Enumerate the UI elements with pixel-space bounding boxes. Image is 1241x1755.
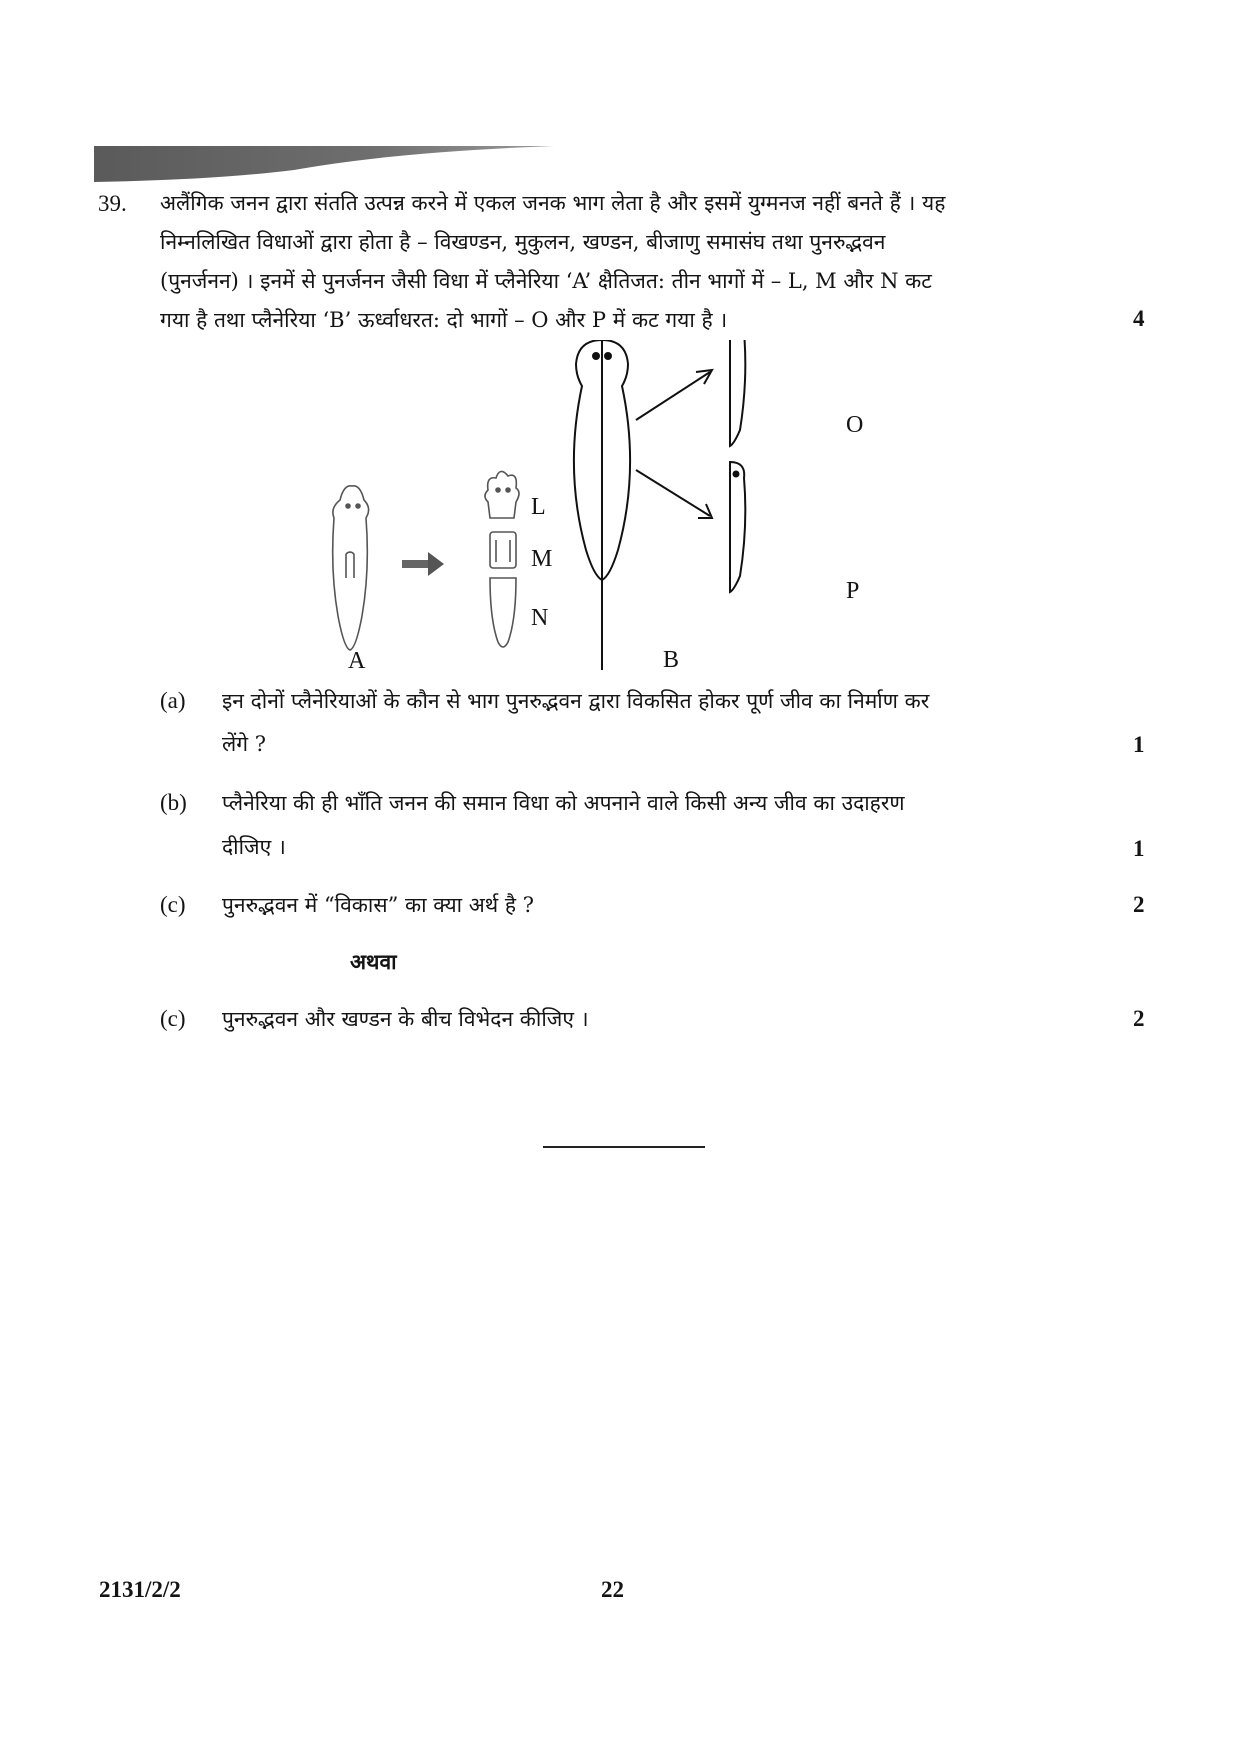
subquestion-c-label: (c) [160,892,186,917]
planaria-b [574,340,745,670]
subquestion-c-alt-line-1: पुनरुद्भवन और खण्डन के बीच विभेदन कीजिए । [222,1007,589,1031]
figure-label-l: L [531,494,546,520]
subquestion-c-alt-marks: 2 [1133,1006,1145,1031]
subquestion-c-line-1: पुनरुद्भवन में “विकास” का क्या अर्थ है ? [222,893,534,917]
subquestion-b-line-2: दीजिए । [222,835,286,859]
figure-label-o: O [846,412,864,438]
question-line-3: (पुनर्जनन) । इनमें से पुनर्जनन जैसी विधा में प्लैनेरिया ‘A’ क्षैतिजत: तीन भागों में – L, M और N कट [160,269,932,293]
figure-label-a: A [348,648,366,674]
arrow-a-to-pieces [402,552,444,576]
subquestion-c-marks: 2 [1133,892,1145,917]
figure-label-m: M [531,546,553,572]
planaria-figure [300,340,920,670]
subquestion-b-line-1: प्लैनेरिया की ही भाँति जनन की समान विधा को अपनाने वाले किसी अन्य जीव का उदाहरण [222,791,905,815]
subquestion-a-marks: 1 [1133,732,1145,757]
question-line-1: अलैंगिक जनन द्वारा संतति उत्पन्न करने में एकल जनक भाग लेता है और इसमें युग्मनज नहीं बनते हैं । यह [160,191,946,215]
subquestion-a-label: (a) [160,688,186,713]
subquestion-b-marks: 1 [1133,836,1145,861]
page-number: 22 [601,1577,624,1602]
figure-label-b: B [663,647,680,673]
subquestion-a-line-2: लेंगे ? [222,732,266,756]
subquestion-c-alt-label: (c) [160,1006,186,1031]
header-band [94,142,554,182]
end-rule [543,1146,705,1148]
planaria-a-pieces [485,471,519,647]
question-number: 39. [98,191,127,216]
footer-code: 2131/2/2 [99,1577,181,1602]
or-separator: अथवा [350,949,397,974]
figure-label-p: P [846,578,860,604]
question-line-2: निम्नलिखित विधाओं द्वारा होता है – विखण्डन, मुकुलन, खण्डन, बीजाणु समासंघ तथा पुनरुद्भवन [160,230,886,254]
subquestion-b-label: (b) [160,790,187,815]
subquestion-a-line-1: इन दोनों प्लैनेरियाओं के कौन से भाग पुनरुद्भवन द्वारा विकसित होकर पूर्ण जीव का निर्माण कर [222,689,930,713]
figure-label-n: N [531,605,549,631]
question-marks: 4 [1133,306,1145,331]
question-line-4: गया है तथा प्लैनेरिया ‘B’ ऊर्ध्वाधरत: दो भागों – O और P में कट गया है । [160,308,728,332]
planaria-a-whole [333,486,369,650]
